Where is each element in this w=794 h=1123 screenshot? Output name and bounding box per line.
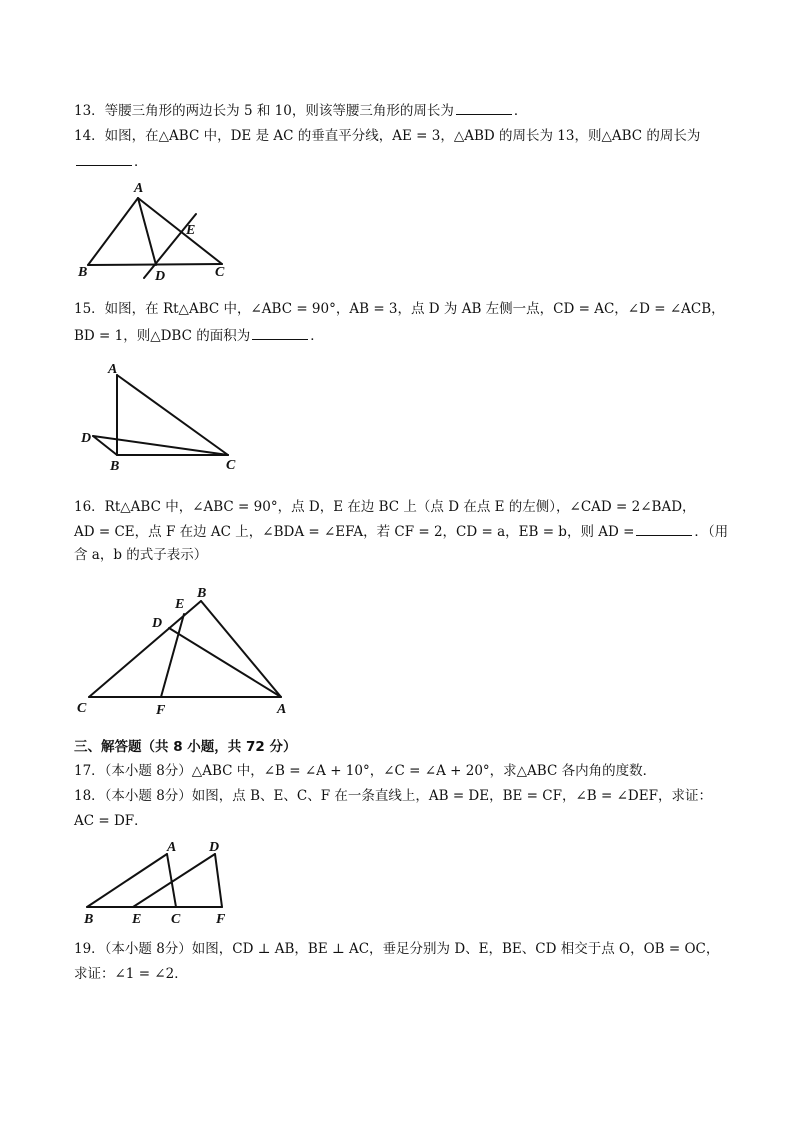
- answer-blank: [636, 521, 692, 536]
- answer-blank: [252, 325, 308, 340]
- segment-ac: [117, 375, 228, 455]
- question-18: [74, 786, 712, 806]
- segment-ba: [87, 854, 167, 907]
- figure-q15: [76, 356, 256, 476]
- question-16-line2: [74, 521, 728, 542]
- q19-text-1: 19．（本小题 8分）如图，CD ⊥ AB，BE ⊥ AC，垂足分别为 D、E，BE、CD 相交于点 O，OB = OC，: [74, 941, 720, 957]
- q15-end: ．: [310, 328, 324, 344]
- question-13: [74, 100, 527, 121]
- label-f: F: [216, 912, 226, 927]
- q18-text-2: AC = DF．: [74, 813, 148, 829]
- label-c: C: [215, 265, 225, 280]
- q14-end: ．: [134, 154, 148, 170]
- q17-text: 17．（本小题 8分）△ABC 中，∠B = ∠A + 10°，∠C = ∠A + 20°，求△ABC 各内角的度数．: [74, 763, 657, 779]
- q16-text-2: AD = CE，点 F 在边 AC 上，∠BDA = ∠EFA，若 CF = 2，CD = a，EB = b，则 AD =: [74, 524, 635, 540]
- segment-df: [215, 854, 222, 907]
- label-b: B: [78, 265, 88, 280]
- section-title: 三、解答题（共 8 小题，共 72 分）: [74, 739, 297, 755]
- q13-text: 13．等腰三角形的两边长为 5 和 10，则该等腰三角形的周长为: [74, 103, 454, 119]
- answer-blank: [456, 100, 512, 115]
- label-a: A: [167, 840, 177, 855]
- label-d: D: [152, 616, 163, 631]
- label-c: C: [171, 912, 181, 927]
- label-b: B: [84, 912, 94, 927]
- q14-text: 14．如图，在△ABC 中，DE 是 AC 的垂直平分线，AE = 3，△ABD 的周长为 13，则△ABC 的周长为: [74, 128, 701, 144]
- label-a: A: [134, 181, 144, 196]
- label-a: A: [277, 702, 287, 717]
- label-e: E: [175, 597, 185, 612]
- question-19-line2: [74, 964, 188, 984]
- label-c: C: [77, 701, 87, 716]
- figure-q16: [70, 582, 310, 722]
- question-18-line2: [74, 811, 148, 831]
- label-d: D: [209, 840, 220, 855]
- segment-ab: [88, 198, 138, 265]
- question-19: [74, 939, 719, 959]
- label-a: A: [108, 362, 118, 377]
- question-15: [74, 299, 725, 319]
- q16-text-3: 含 a，b 的式子表示）: [74, 547, 208, 563]
- label-d: D: [155, 269, 166, 284]
- label-e: E: [186, 223, 196, 238]
- label-c: C: [226, 458, 236, 473]
- label-e: E: [132, 912, 142, 927]
- segment-da: [169, 628, 281, 697]
- q16-text-1: 16．Rt△ABC 中，∠ABC = 90°，点 D，E 在边 BC 上（点 D 在点 E 的左侧），∠CAD = 2∠BAD，: [74, 499, 696, 515]
- question-14: [74, 126, 700, 146]
- segment-ac: [138, 198, 222, 264]
- label-d: D: [81, 431, 92, 446]
- segment-ba: [201, 601, 281, 697]
- q18-text-1: 18．（本小题 8分）如图，点 B、E、C、F 在一条直线上，AB = DE，BE = CF，∠B = ∠DEF，求证：: [74, 788, 712, 804]
- segment-ad: [138, 198, 156, 265]
- question-17: [74, 761, 656, 781]
- question-15-line2: [74, 325, 324, 346]
- answer-blank: [76, 151, 132, 166]
- label-f: F: [156, 703, 166, 718]
- q15-text-2: BD = 1，则△DBC 的面积为: [74, 328, 251, 344]
- question-16: [74, 497, 696, 517]
- label-b: B: [197, 586, 207, 601]
- figure-q14: [70, 176, 240, 286]
- figure-q18: [76, 836, 246, 931]
- q19-text-2: 求证：∠1 = ∠2．: [74, 966, 188, 982]
- label-b: B: [110, 459, 120, 474]
- q16-text-2b: ．（用: [694, 524, 729, 540]
- q13-end: ．: [513, 103, 528, 119]
- question-14-line2: [74, 151, 148, 172]
- question-16-line3: [74, 545, 207, 565]
- q15-text-1: 15．如图，在 Rt△ABC 中，∠ABC = 90°，AB = 3，点 D 为 AB 左侧一点，CD = AC，∠D = ∠ACB，: [74, 301, 725, 317]
